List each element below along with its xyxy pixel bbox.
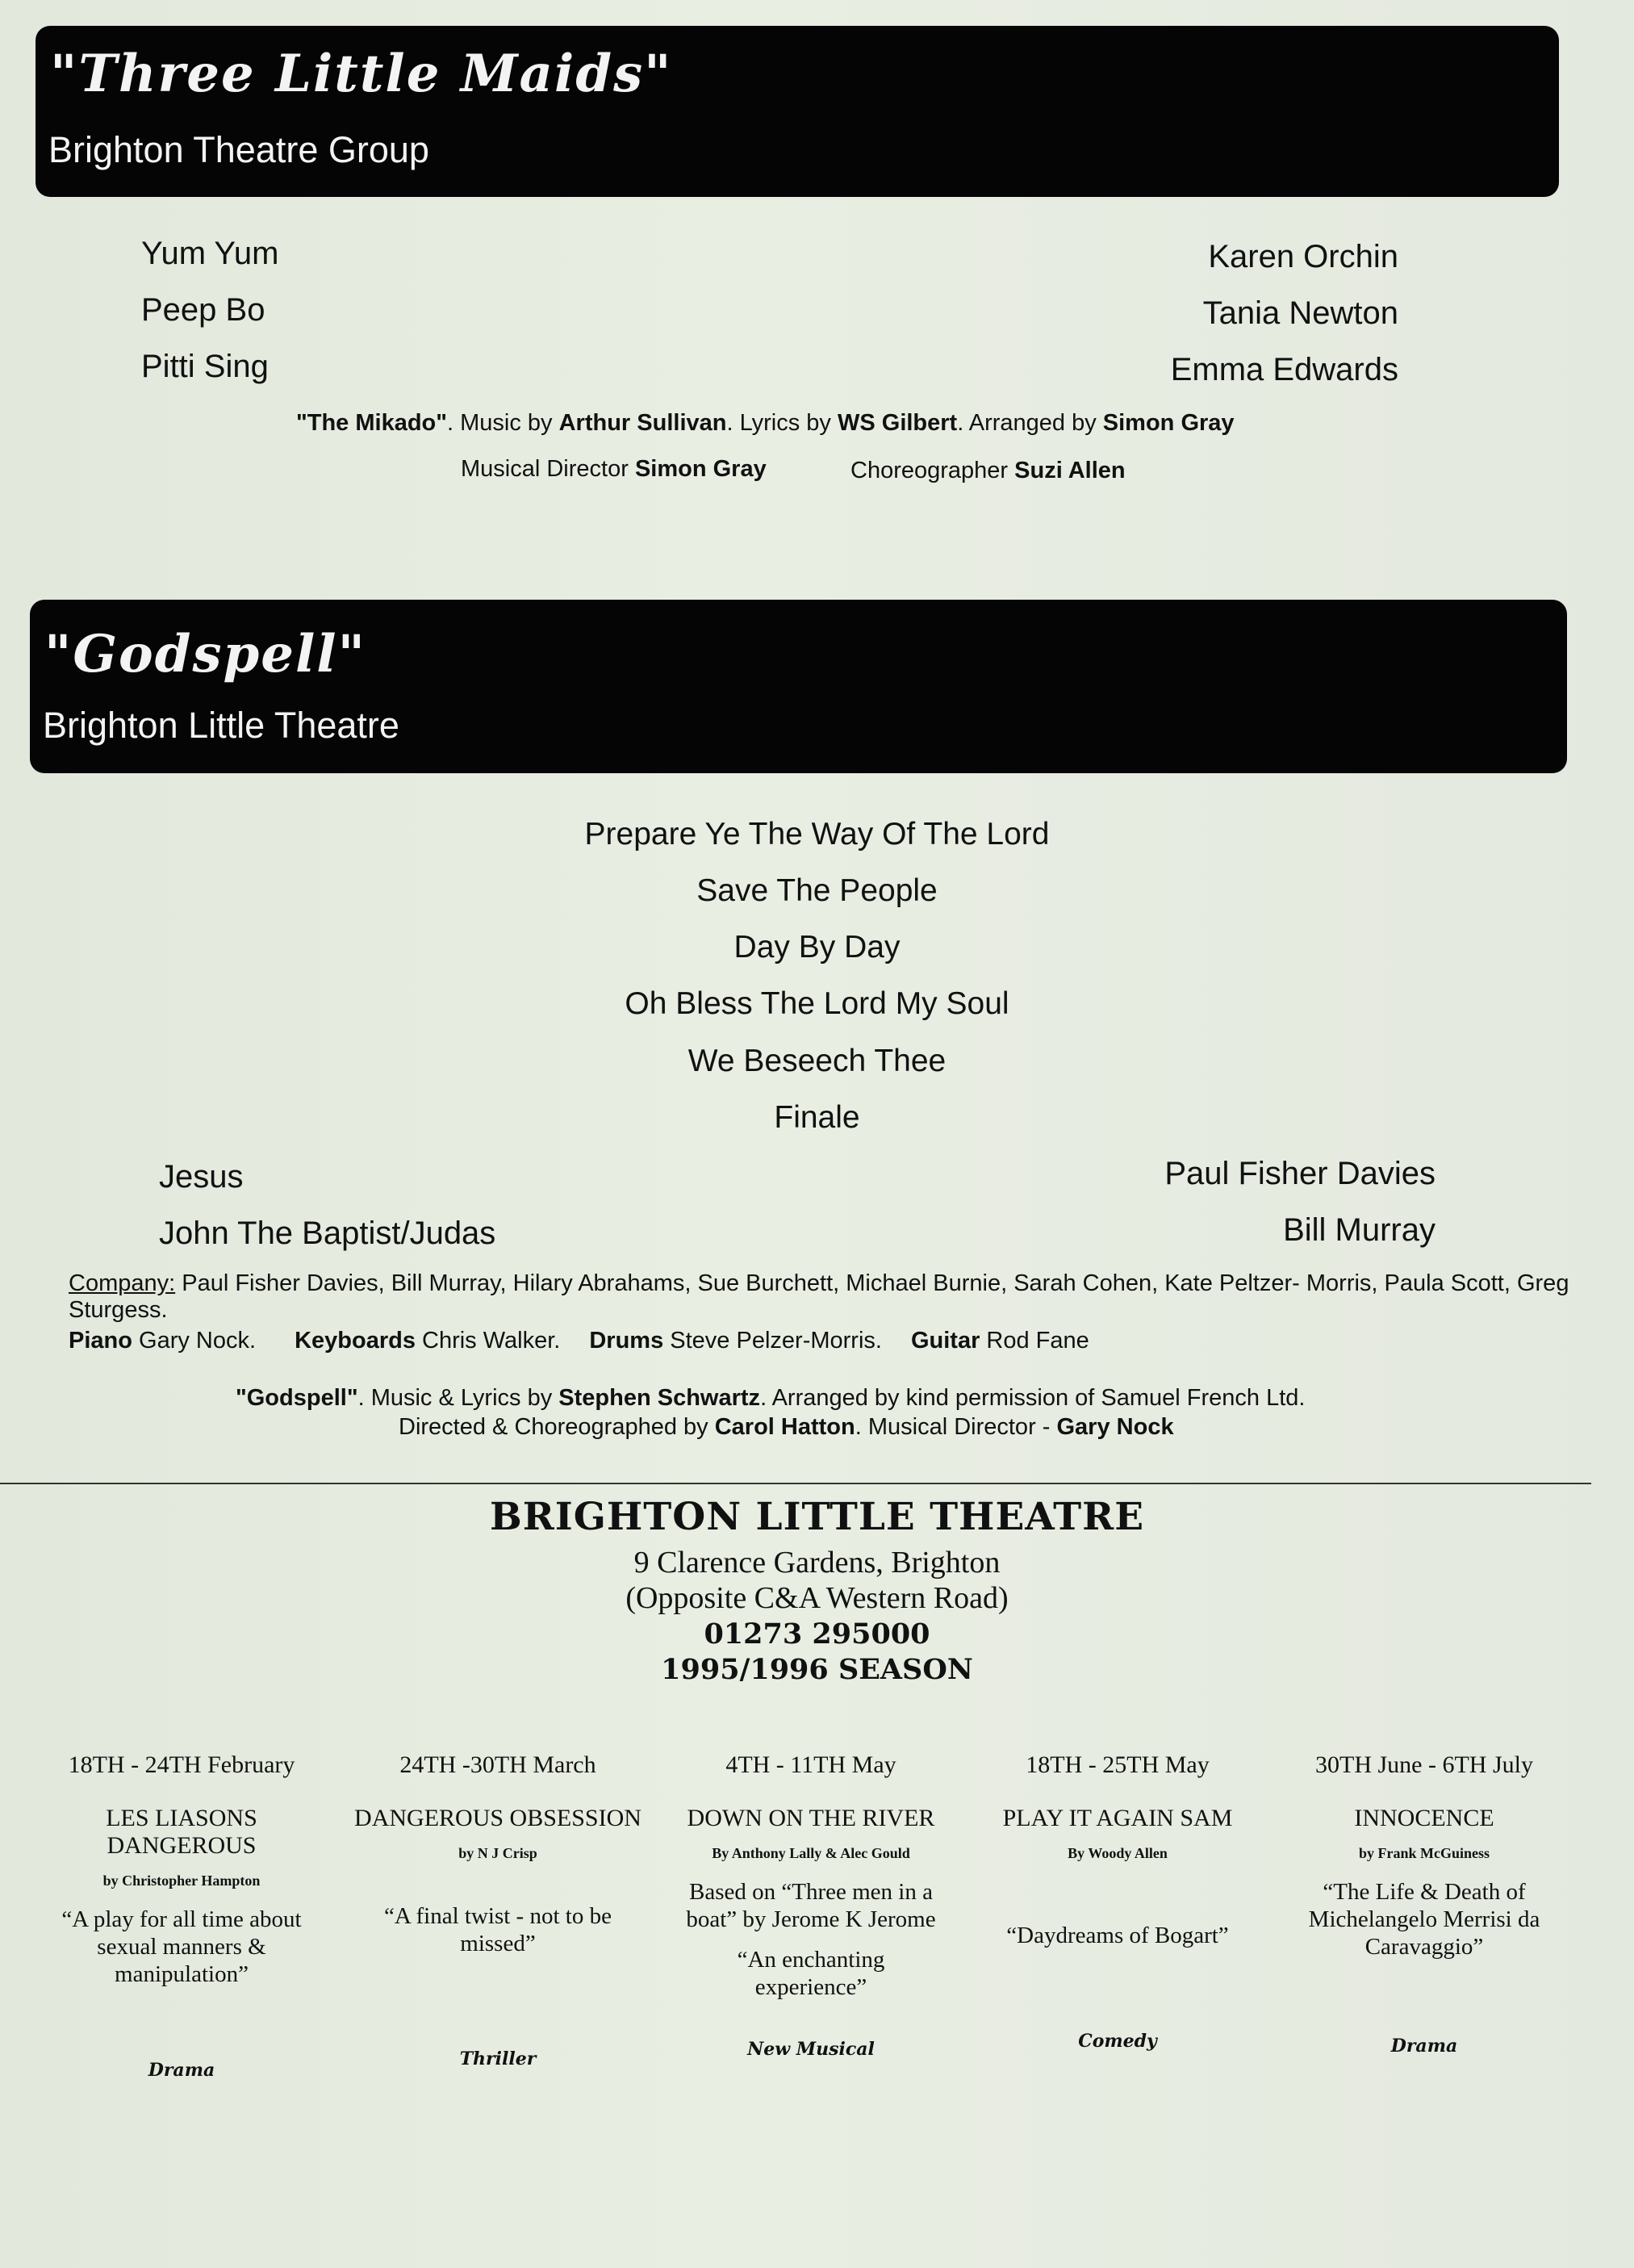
play-quote: “Daydreams of Bogart” [1006, 1923, 1229, 1948]
play-dates: 18TH - 25TH May [1026, 1751, 1210, 1778]
section-title: "Godspell" [44, 624, 366, 684]
godspell-credits [236, 1385, 1305, 1412]
song-title: Save The People [696, 873, 938, 908]
play-title: DOWN ON THE RIVER [687, 1805, 935, 1831]
play-quote: “The Life & Death of Michelangelo Merrisi da Caravaggio” [1308, 1879, 1540, 1960]
section-divider [0, 1483, 1591, 1484]
section-subtitle: Brighton Theatre Group [48, 129, 429, 170]
show-name: "Godspell" [236, 1385, 358, 1411]
musician: Chris Walker. [415, 1328, 561, 1354]
song-title: Day By Day [733, 930, 901, 965]
play-quote: “A play for all time about sexual manners & manipulation” [61, 1906, 302, 1987]
credit-label: Musical Director [461, 456, 635, 482]
godspell-banner [30, 600, 1567, 773]
cast-role: Peep Bo [141, 292, 265, 328]
credit-text: . Music & Lyrics by [357, 1385, 559, 1411]
cast-role: Pitti Sing [141, 349, 269, 384]
song-title: Prepare Ye The Way Of The Lord [584, 817, 1050, 852]
play-author: By Woody Allen [1068, 1845, 1168, 1861]
play-author: by Christopher Hampton [102, 1873, 261, 1889]
company-list [69, 1270, 1569, 1324]
cast-role: John The Baptist/Judas [159, 1216, 496, 1251]
play-author: by N J Crisp [458, 1845, 537, 1861]
credit-text: . Music by [447, 410, 559, 436]
song-title: Finale [774, 1100, 860, 1135]
choreographer-credit [850, 458, 1126, 484]
company-members: Paul Fisher Davies, Bill Murray, Hilary Abrahams, Sue Burchett, Michael Burnie, Sarah Cohen, Kate Peltzer- Morris, Paula Scott, Greg Sturgess. [69, 1270, 1569, 1323]
cast-actor: Bill Murray [1283, 1212, 1435, 1248]
credit-text: . Musical Director - [855, 1414, 1057, 1440]
play-dates: 30TH June - 6TH July [1315, 1751, 1533, 1778]
instrument-label: Piano [69, 1328, 132, 1354]
credit-text: . Arranged by [957, 410, 1103, 436]
cast-role: Yum Yum [141, 236, 279, 271]
composer: Stephen Schwartz [558, 1385, 761, 1411]
three-little-maids-banner [36, 26, 1559, 197]
play-title: PLAY IT AGAIN SAM [1002, 1805, 1233, 1831]
musical-director: Gary Nock [1056, 1414, 1174, 1440]
theatre-address-note: (Opposite C&A Western Road) [625, 1581, 1009, 1615]
season-title: 1995/1996 SEASON [661, 1653, 973, 1686]
play-quote: “A final twist - not to be missed” [384, 1903, 612, 1956]
play-dates: 24TH -30TH March [399, 1751, 596, 1778]
play-quote: Based on “Three men in a boat” by Jerome K Jerome [686, 1879, 936, 1932]
director-credit [399, 1414, 1174, 1441]
play-author: By Anthony Lally & Alec Gould [712, 1845, 910, 1861]
song-title: Oh Bless The Lord My Soul [625, 986, 1009, 1021]
musician: Gary Nock. [132, 1328, 257, 1354]
cast-actor: Paul Fisher Davies [1164, 1156, 1435, 1191]
cast-actor: Tania Newton [1202, 295, 1398, 331]
credit-label: Choreographer [850, 458, 1015, 483]
show-name: "The Mikado" [296, 410, 448, 436]
credit-text: . Lyrics by [726, 410, 838, 436]
theatre-address: 9 Clarence Gardens, Brighton [633, 1546, 1001, 1580]
band-list [69, 1328, 1569, 1354]
musician: Steve Pelzer-Morris. [663, 1328, 882, 1354]
cast-actor: Karen Orchin [1208, 239, 1398, 274]
theatre-name: BRIGHTON LITTLE THEATRE [489, 1495, 1145, 1539]
play-dates: 4TH - 11TH May [725, 1751, 896, 1778]
play-author: by Frank McGuiness [1358, 1845, 1490, 1861]
play-genre: Comedy [1078, 2031, 1157, 2052]
play-dates: 18TH - 24TH February [68, 1751, 295, 1778]
director: Carol Hatton [714, 1414, 855, 1440]
season-play [353, 1751, 643, 2069]
instrument-label: Keyboards [295, 1328, 416, 1354]
musical-director: Simon Gray [634, 456, 767, 482]
cast-actor: Emma Edwards [1170, 352, 1398, 387]
theatre-phone: 01273 295000 [704, 1617, 930, 1651]
musical-director-credit [461, 456, 767, 483]
credit-text: . Arranged by kind permission of Samuel French Ltd. [760, 1385, 1306, 1411]
choreographer: Suzi Allen [1014, 458, 1126, 483]
arranger: Simon Gray [1102, 410, 1235, 436]
play-title: DANGEROUS OBSESSION [354, 1805, 641, 1831]
play-quote: “An enchanting experience” [737, 1947, 885, 2000]
musician: Rod Fane [980, 1328, 1089, 1354]
play-title: INNOCENCE [1354, 1805, 1494, 1831]
season-play [972, 1751, 1263, 2052]
company-label: Company: [69, 1270, 176, 1296]
season-play [1279, 1751, 1569, 2057]
play-title: LES LIASONS DANGEROUS [106, 1805, 257, 1859]
play-genre: Drama [148, 2060, 215, 2081]
season-play [36, 1751, 327, 2081]
mikado-credits [296, 410, 1235, 437]
section-subtitle: Brighton Little Theatre [43, 705, 399, 746]
credit-text: Directed & Choreographed by [399, 1414, 715, 1440]
play-genre: Thriller [459, 2048, 537, 2069]
play-genre: Drama [1390, 2036, 1458, 2057]
instrument-label: Guitar [910, 1328, 980, 1354]
season-play [666, 1751, 956, 2060]
cast-role: Jesus [159, 1159, 244, 1195]
composer: Arthur Sullivan [558, 410, 727, 436]
lyricist: WS Gilbert [837, 410, 958, 436]
song-title: We Beseech Thee [687, 1044, 947, 1078]
section-title: "Three Little Maids" [50, 44, 673, 104]
play-genre: New Musical [747, 2039, 875, 2060]
instrument-label: Drums [589, 1328, 664, 1354]
